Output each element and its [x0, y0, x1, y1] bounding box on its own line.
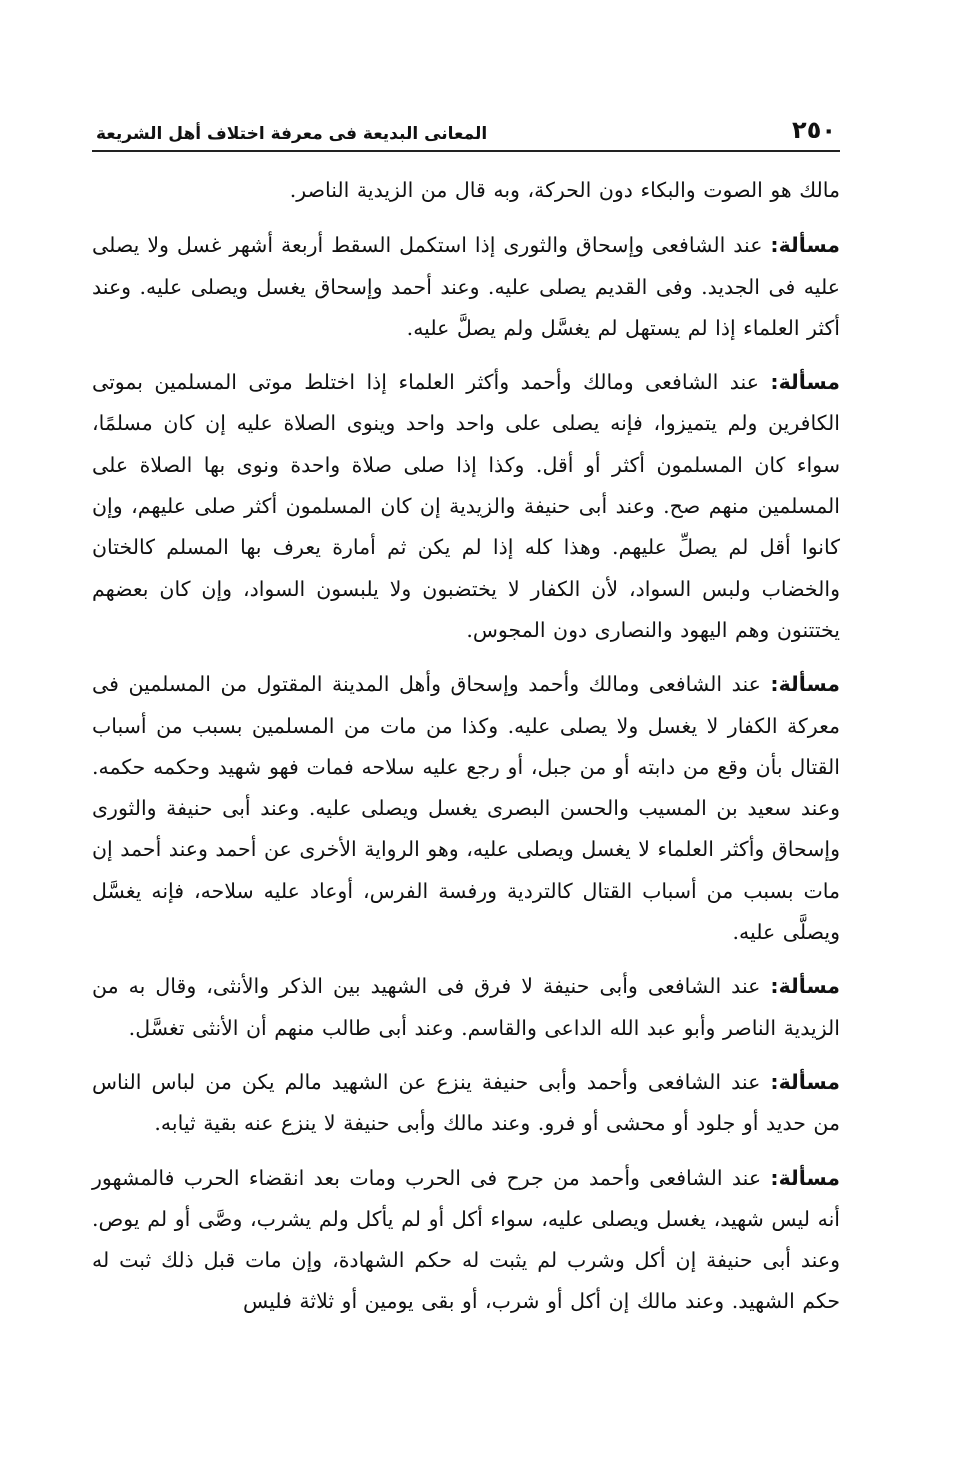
paragraph-masala	[92, 1062, 840, 1145]
masala-heading: مسألة:	[770, 672, 840, 697]
paragraph-text: عند الشافعى وأبى حنيفة لا فرق فى الشهيد بين الذكر والأنثى، وقال به من الزيدية الناصر وأبو عبد الله الداعى والقاسم. وعند أبى طالب منهم أن الأنثى تغسَّل.	[92, 974, 840, 1040]
paragraph-masala	[92, 362, 840, 651]
paragraph-masala	[92, 966, 840, 1049]
masala-heading: مسألة:	[770, 974, 840, 999]
paragraph-masala	[92, 225, 840, 349]
paragraph-masala	[92, 664, 840, 953]
page-number: ٢٥٠	[792, 116, 836, 144]
paragraph-continuation	[92, 170, 840, 211]
book-page	[92, 108, 840, 1408]
paragraph-text: مالك هو الصوت والبكاء دون الحركة، وبه قال من الزيدية الناصر.	[289, 178, 840, 202]
masala-heading: مسألة:	[770, 233, 840, 258]
page-body	[92, 170, 840, 1323]
running-title: المعانى البديعة فى معرفة اختلاف أهل الشريعة	[96, 124, 488, 144]
paragraph-text: عند الشافعى ومالك وأحمد وإسحاق وأهل المدينة المقتول من المسلمين فى معركة الكفار لا يغسل ولا يصلى عليه. وكذا من مات من المسلمين بسبب من أسباب القتال بأن وقع من دابته أو من جبل، أو رجع عليه سلاحه فمات فهو شهيد وحكمه حكمه. وعند سعيد بن المسيب والحسن البصرى يغسل ويصلى عليه. وعند أبى حنيفة والثورى وإسحاق وأكثر العلماء لا يغسل ويصلى عليه، وهو الرواية الأخرى عن أحمد وعند أحمد إن مات بسبب من أسباب القتال كالتردية ورفسة الفرس، أوعاد عليه سلاحه، فإنه يغسَّل ويصلَّى عليه.	[92, 672, 840, 945]
paragraph-text: عند الشافعى وأحمد وأبى حنيفة ينزع عن الشهيد مالم يكن من لباس الناس من حديد أو جلود أو محشى أو فرو. وعند مالك وأبى حنيفة لا ينزع عنه بقية ثيابه.	[92, 1069, 840, 1136]
masala-heading: مسألة:	[770, 1165, 840, 1190]
paragraph-text: عند الشافعى وأحمد من جرح فى الحرب ومات بعد انقضاء الحرب فالمشهور أنه ليس شهيد، يغسل ويصلى عليه، سواء أكل أو لم يأكل ولم يشرب، وصَّى أو لم يوص. وعند أبى حنيفة إن أكل وشرب لم يثبت له حكم الشهادة، وإن مات قبل ذلك ثبت له حكم الشهيد. وعند مالك إن أكل أو شرب، أو بقى يومين أو ثلاثة فليس	[92, 1165, 840, 1314]
page-header	[92, 108, 840, 152]
paragraph-masala	[92, 1158, 840, 1323]
masala-heading: مسألة:	[770, 370, 840, 395]
paragraph-text: عند الشافعى ومالك وأحمد وأكثر العلماء إذا اختلط موتى المسلمين بموتى الكافرين ولم يتميزوا، فإنه يصلى على واحد واحد وينوى الصلاة عليه إن كان مسلمًا، سواء كان المسلمون أكثر أو أقل. وكذا إذا صلى صلاة واحدة ونوى بها الصلاة على المسلمين منهم صح. وعند أبى حنيفة والزيدية إن كان المسلمون أكثر صلى عليهم، وإن كانوا أقل لم يصلِّ عليهم. وهذا كله إذا لم يكن ثم أمارة يعرف بها المسلم كالختان والخضاب ولبس السواد، لأن الكفار لا يختضبون ولا يلبسون السواد، وإن كان بعضهم يختتنون وهم اليهود والنصارى دون المجوس.	[92, 370, 840, 642]
paragraph-text: عند الشافعى وإسحاق والثورى إذا استكمل السقط أربعة أشهر غسل ولا يصلى عليه فى الجديد. وفى القديم يصلى عليه. وعند أحمد وإسحاق يغسل ويصلى عليه. وعند أكثر العلماء إذا لم يستهل لم يغسَّل ولم يصلَّ عليه.	[92, 233, 840, 340]
masala-heading: مسألة:	[770, 1069, 840, 1094]
